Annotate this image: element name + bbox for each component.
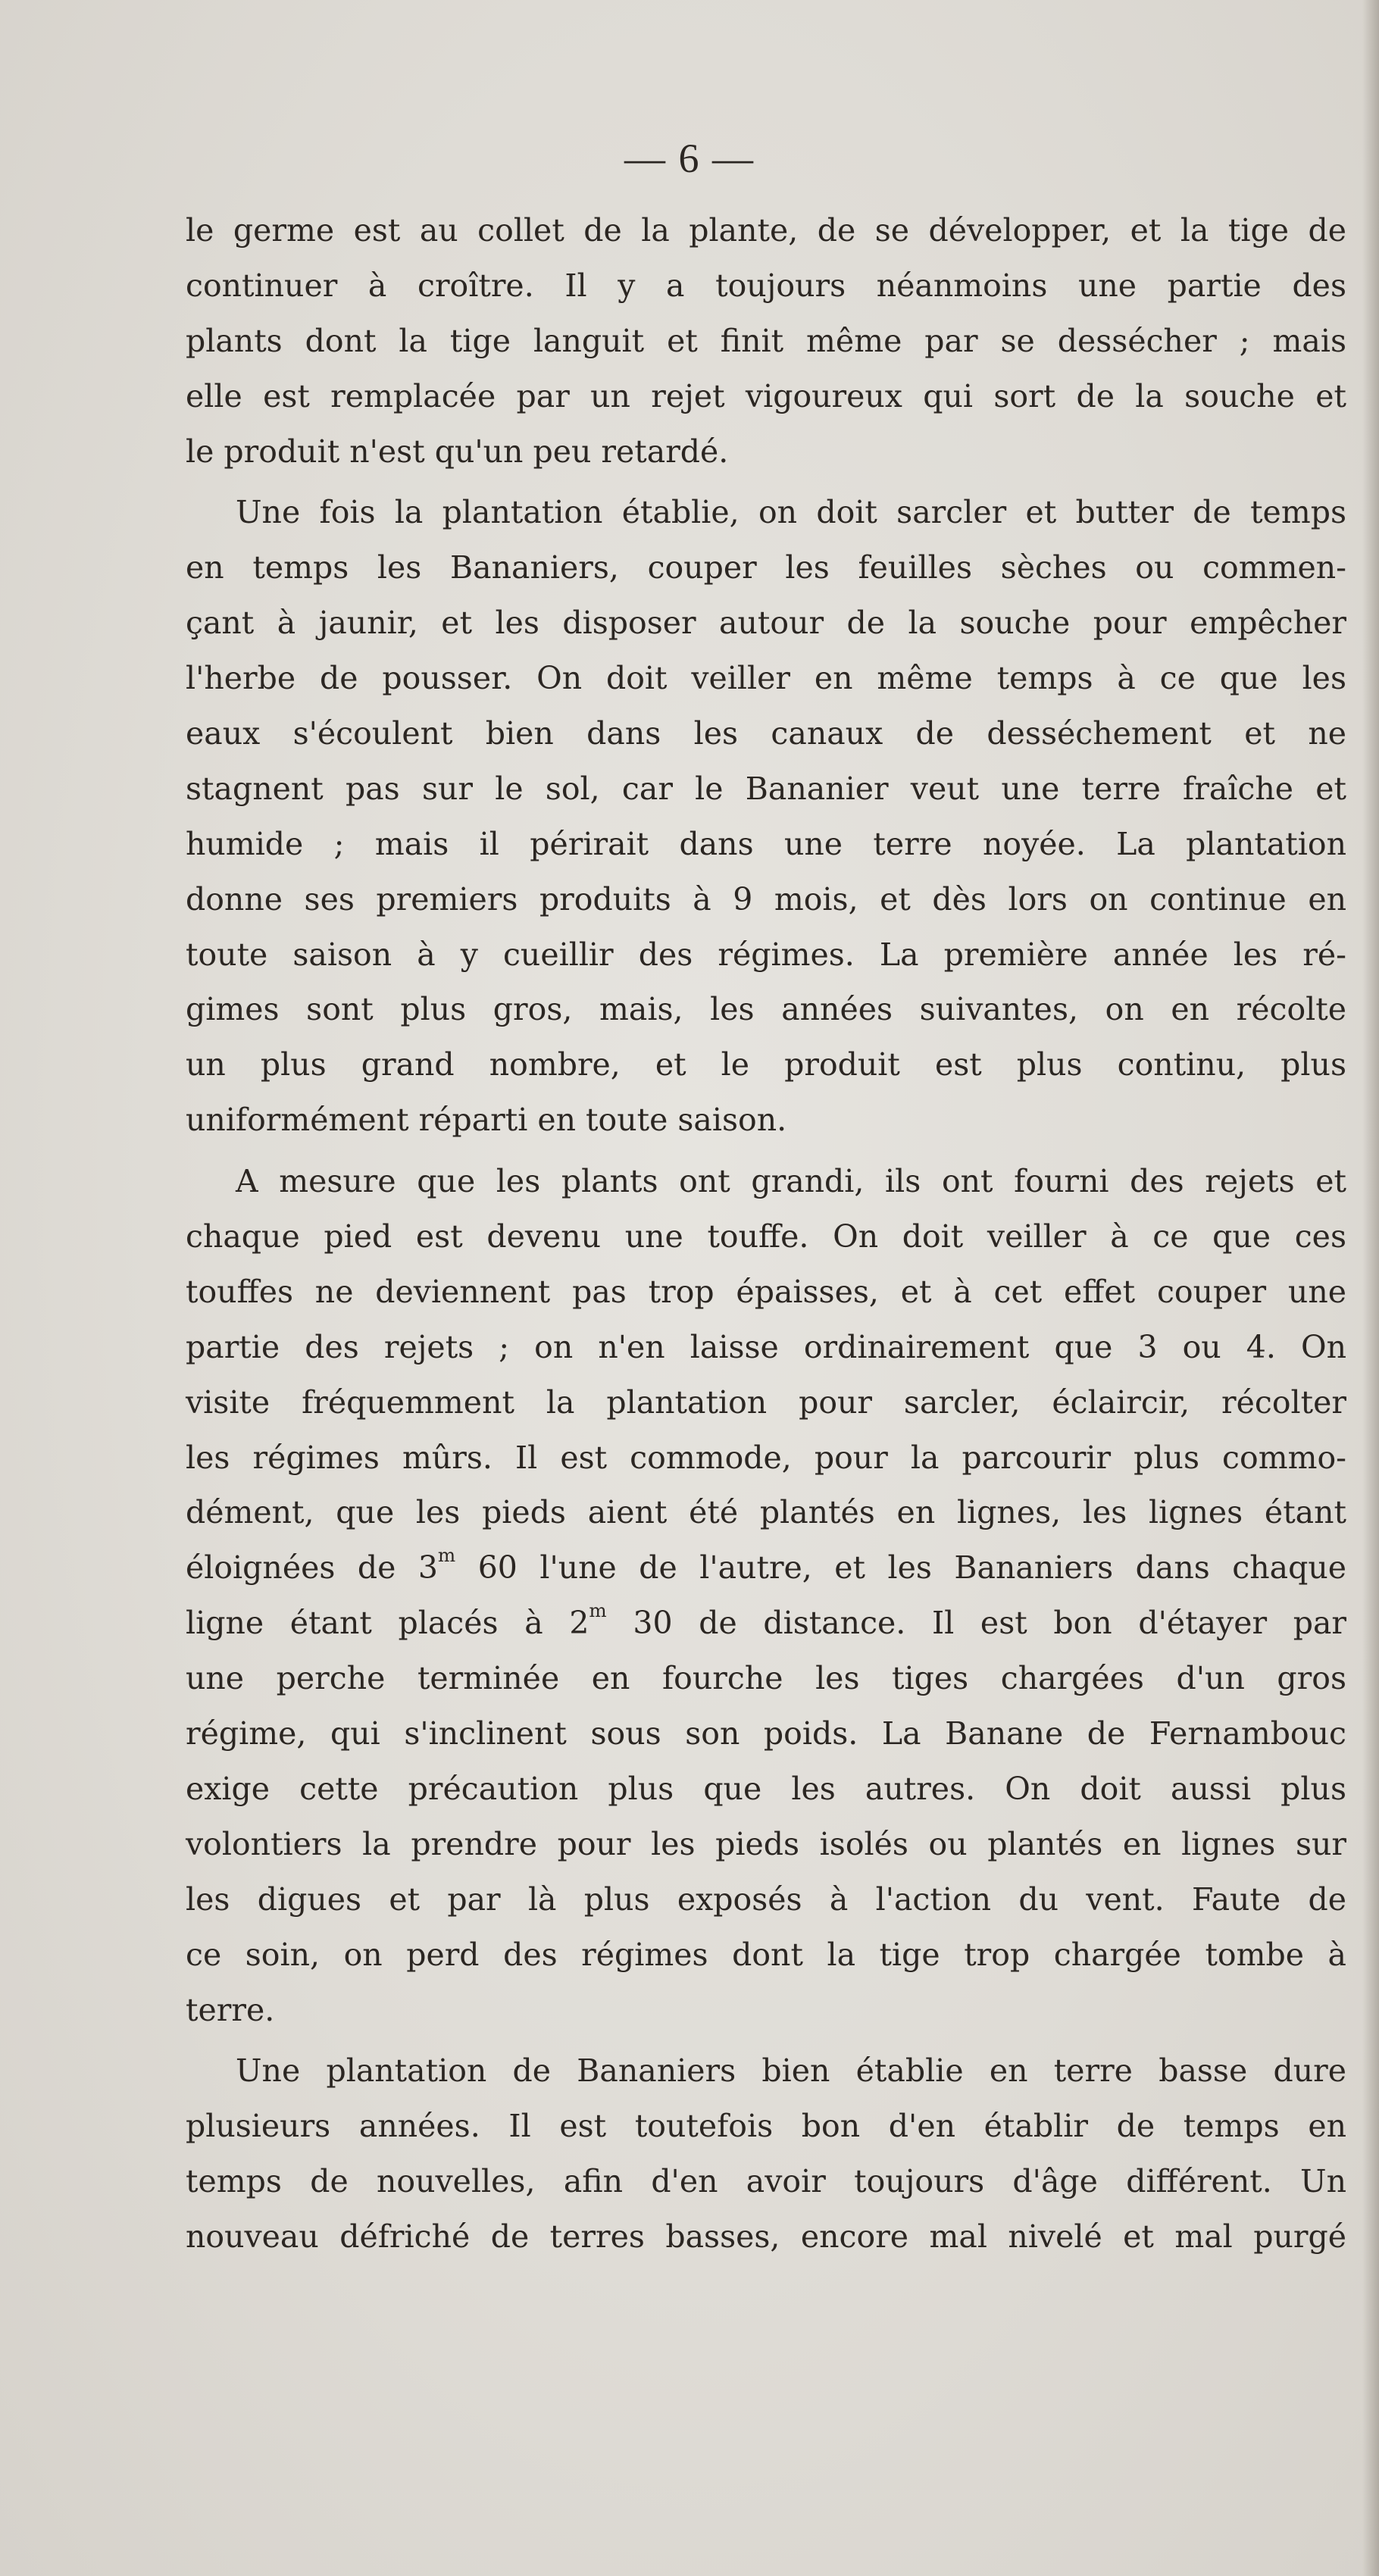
- text-line: gimes sont plus gros, mais, les années suivantes, on en récolte: [186, 991, 1346, 1028]
- text-line: nouveau défriché de terres basses, encore mal nivelé et mal purgé: [186, 2218, 1346, 2256]
- text-line: visite fréquemment la plantation pour sarcler, éclaircir, récolter: [186, 1383, 1346, 1421]
- text-line: plants dont la tige languit et finit même par se dessécher ; mais: [186, 322, 1346, 359]
- page-edge-shadow: [1362, 0, 1379, 2576]
- text-line: Une plantation de Bananiers bien établie en terre basse dure: [236, 2052, 1346, 2090]
- page-number: — 6 —: [624, 136, 755, 181]
- text-line: volontiers la prendre pour les pieds isolés ou plantés en lignes sur: [186, 1825, 1346, 1862]
- text-line: régime, qui s'inclinent sous son poids. La Banane de Fernambouc: [186, 1715, 1346, 1752]
- text-line: ce soin, on perd des régimes dont la tige trop chargée tombe à: [186, 1936, 1346, 1973]
- text-line: temps de nouvelles, afin d'en avoir toujours d'âge différent. Un: [186, 2163, 1346, 2200]
- text-line: partie des rejets ; on n'en laisse ordinairement que 3 ou 4. On: [186, 1328, 1346, 1365]
- text-line: en temps les Bananiers, couper les feuilles sèches ou commen-: [186, 549, 1346, 586]
- text-line: chaque pied est devenu une touffe. On doit veiller à ce que ces: [186, 1218, 1346, 1255]
- text-line: les régimes mûrs. Il est commode, pour la parcourir plus commo-: [186, 1439, 1346, 1476]
- text-line: toute saison à y cueillir des régimes. La première année les ré-: [186, 936, 1346, 973]
- text-line: stagnent pas sur le sol, car le Bananier veut une terre fraîche et: [186, 770, 1346, 807]
- text-line: exige cette précaution plus que les autres. On doit aussi plus: [186, 1770, 1346, 1807]
- text-line: un plus grand nombre, et le produit est plus continu, plus: [186, 1046, 1346, 1083]
- text-line: elle est remplacée par un rejet vigoureux qui sort de la souche et: [186, 377, 1346, 414]
- text-line: touffes ne deviennent pas trop épaisses, et à cet effet couper une: [186, 1273, 1346, 1310]
- text-line: continuer à croître. Il y a toujours néanmoins une partie des: [186, 267, 1346, 304]
- text-line: le germe est au collet de la plante, de se développer, et la tige de: [186, 212, 1346, 249]
- body-text: [186, 203, 1346, 2265]
- text-line: çant à jaunir, et les disposer autour de la souche pour empêcher: [186, 605, 1346, 642]
- text-line: A mesure que les plants ont grandi, ils ont fourni des rejets et: [236, 1163, 1346, 1200]
- text-line: l'herbe de pousser. On doit veiller en même temps à ce que les: [186, 660, 1346, 697]
- text-line: dément, que les pieds aient été plantés en lignes, les lignes étant: [186, 1494, 1346, 1531]
- text-line: eaux s'écoulent bien dans les canaux de desséchement et ne: [186, 715, 1346, 752]
- text-line: ligne étant placés à 2$^m$ 30 de distance. Il est bon d'étayer par: [186, 1599, 1346, 1642]
- text-line: Une fois la plantation établie, on doit sarcler et butter de temps: [236, 494, 1346, 531]
- text-line: humide ; mais il périrait dans une terre noyée. La plantation: [186, 825, 1346, 862]
- text-line: les digues et par là plus exposés à l'action du vent. Faute de: [186, 1880, 1346, 1918]
- text-line: éloignées de 3$^m$ 60 l'une de l'autre, et les Bananiers dans chaque: [186, 1544, 1347, 1587]
- text-line: donne ses premiers produits à 9 mois, et dès lors on continue en: [186, 880, 1346, 918]
- text-line: uniformément réparti en toute saison.: [186, 1102, 787, 1139]
- text-line: une perche terminée en fourche les tiges chargées d'un gros: [186, 1660, 1346, 1697]
- text-line: plusieurs années. Il est toutefois bon d'en établir de temps en: [186, 2108, 1346, 2145]
- text-line: le produit n'est qu'un peu retardé.: [186, 433, 729, 470]
- text-line: terre.: [186, 1991, 275, 2028]
